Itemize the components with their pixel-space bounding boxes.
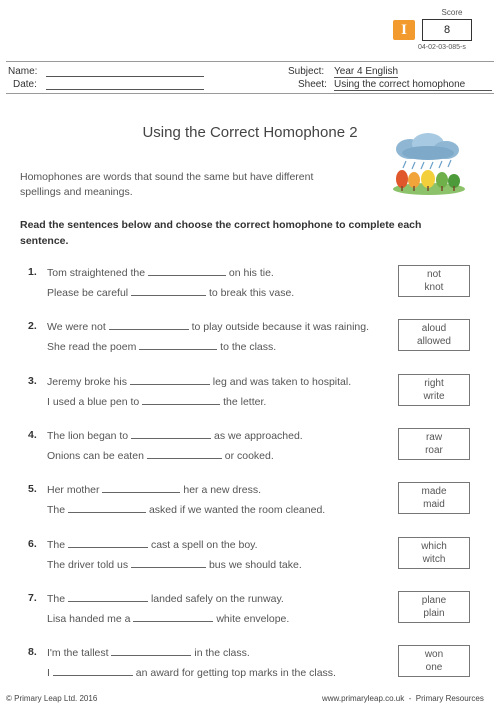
- rain-drops: [403, 160, 451, 169]
- answer-blank[interactable]: [111, 646, 191, 656]
- answer-blank[interactable]: [102, 483, 180, 493]
- sentence-1-end: on his tie.: [228, 267, 274, 279]
- sentence-1: [47, 538, 258, 551]
- sentence-2: [47, 395, 266, 408]
- sentence-2-start: I: [47, 667, 50, 679]
- question-number: 3.: [28, 375, 37, 387]
- logo-letter: I: [401, 22, 407, 38]
- sentence-2: [47, 558, 302, 571]
- homophone-option-2: plain: [423, 608, 445, 619]
- date-label: Date:: [13, 79, 37, 90]
- homophone-option-2: maid: [423, 499, 445, 510]
- answer-blank[interactable]: [68, 538, 148, 548]
- homophone-options-box: [398, 428, 470, 460]
- sentence-2-start: She read the poem: [47, 341, 137, 353]
- answer-blank[interactable]: [142, 395, 220, 405]
- sentence-2-start: I used a blue pen to: [47, 396, 140, 408]
- question-number: 1.: [28, 266, 37, 278]
- sentence-2-start: Onions can be eaten: [47, 450, 144, 462]
- sentence-1-end: as we approached.: [214, 430, 303, 442]
- sentence-2: [47, 286, 294, 299]
- name-field[interactable]: [46, 66, 204, 77]
- sentence-1: [47, 266, 274, 279]
- rain-cloud-trees-illustration: [388, 133, 470, 195]
- intro-text: Homophones are words that sound the same but have different spellings and meanings.: [20, 171, 314, 198]
- homophone-options-box: [398, 645, 470, 677]
- footer-website: www.primaryleap.co.uk - Primary Resources: [322, 694, 484, 703]
- subject-label: Subject:: [288, 66, 325, 77]
- sentence-2-start: The driver told us: [47, 559, 129, 571]
- sheet-code: 04-02-03-085-s: [418, 44, 466, 51]
- answer-blank[interactable]: [68, 592, 148, 602]
- sentence-1-start: The lion began to: [47, 430, 129, 442]
- question-number: 7.: [28, 592, 37, 604]
- sentence-2: [47, 340, 276, 353]
- sentence-2-start: Please be careful: [47, 287, 129, 299]
- question-number: 8.: [28, 646, 37, 658]
- sentence-2-end: to the class.: [220, 341, 277, 353]
- tree-dark-green: [448, 174, 460, 188]
- homophone-option-2: allowed: [417, 336, 451, 347]
- sheet-value: Using the correct homophone: [334, 79, 492, 91]
- homophone-option-2: witch: [422, 554, 446, 565]
- header-divider: [6, 61, 494, 62]
- homophone-option-1: plane: [421, 595, 447, 606]
- tree-yellow: [421, 170, 435, 188]
- sentence-1-start: Tom straightened the: [47, 267, 146, 279]
- homophone-options-box: [398, 374, 470, 406]
- page-title: Using the Correct Homophone 2: [142, 124, 358, 141]
- score-label: Score: [441, 8, 463, 17]
- sentence-2-start: The: [47, 504, 66, 516]
- question-number: 2.: [28, 320, 37, 332]
- sentence-1-end: her a new dress.: [183, 484, 261, 496]
- homophone-options-box: [398, 319, 470, 351]
- sentence-2-end: or cooked.: [224, 450, 274, 462]
- homophone-option-2: roar: [425, 445, 443, 456]
- sentence-2-end: white envelope.: [216, 613, 290, 625]
- sentence-1: [47, 483, 261, 496]
- primary-leap-logo: [393, 20, 415, 40]
- date-field[interactable]: [46, 79, 204, 90]
- sentence-2-end: the letter.: [223, 396, 267, 408]
- tree-green: [436, 172, 448, 188]
- sentence-1-end: leg and was taken to hospital.: [212, 376, 352, 388]
- homophone-options-box: [398, 482, 470, 514]
- sentence-2-end: bus we should take.: [208, 559, 302, 571]
- answer-blank[interactable]: [131, 286, 206, 296]
- score-value: 8: [422, 19, 472, 41]
- answer-blank[interactable]: [109, 320, 189, 330]
- answer-blank[interactable]: [68, 503, 146, 513]
- homophone-options-box: [398, 591, 470, 623]
- answer-blank[interactable]: [131, 558, 206, 568]
- sentence-2-end: asked if we wanted the room cleaned.: [148, 504, 326, 516]
- sentence-2: [47, 612, 289, 625]
- homophone-options-box: [398, 537, 470, 569]
- answer-blank[interactable]: [53, 666, 133, 676]
- sentence-1: [47, 646, 250, 659]
- tree-red: [396, 170, 408, 188]
- sentence-1-start: The: [47, 539, 66, 551]
- homophone-options-box: [398, 265, 470, 297]
- homophone-option-1: not: [427, 269, 441, 280]
- sentence-1: [47, 592, 284, 605]
- homophone-option-1: aloud: [421, 323, 447, 334]
- name-label: Name:: [8, 66, 38, 77]
- meta-divider: [6, 93, 494, 94]
- sentence-1-end: in the class.: [194, 647, 250, 659]
- homophone-option-1: raw: [425, 432, 443, 443]
- sentence-1: [47, 375, 351, 388]
- instructions: Read the sentences below and choose the correct homophone to complete each sentence.: [20, 219, 422, 247]
- homophone-option-1: which: [421, 541, 447, 552]
- subject-value: Year 4 English: [334, 66, 399, 77]
- homophone-option-1: won: [424, 649, 444, 660]
- tree-orange: [408, 172, 420, 188]
- question-number: 6.: [28, 538, 37, 550]
- sentence-1-end: landed safely on the runway.: [150, 593, 284, 605]
- sentence-2: [47, 503, 325, 516]
- sentence-1-start: I'm the tallest: [47, 647, 109, 659]
- question-number: 5.: [28, 483, 37, 495]
- homophone-option-2: one: [425, 662, 443, 673]
- homophone-option-2: knot: [424, 282, 444, 293]
- sentence-1: [47, 429, 303, 442]
- homophone-option-1: right: [424, 378, 444, 389]
- answer-blank[interactable]: [139, 340, 217, 350]
- sentence-1: [47, 320, 369, 333]
- sentence-2: [47, 449, 274, 462]
- sentence-2-end: to break this vase.: [208, 287, 295, 299]
- answer-blank[interactable]: [147, 449, 222, 459]
- sentence-1-start: We were not: [47, 321, 106, 333]
- sentence-1-start: The: [47, 593, 66, 605]
- sentence-2-start: Lisa handed me a: [47, 613, 131, 625]
- homophone-option-1: made: [421, 486, 447, 497]
- sheet-label: Sheet:: [298, 79, 327, 90]
- sentence-1-start: Jeremy broke his: [47, 376, 127, 388]
- sentence-1-start: Her mother: [47, 484, 100, 496]
- question-number: 4.: [28, 429, 37, 441]
- sentence-2-end: an award for getting top marks in the class.: [135, 667, 336, 679]
- footer-copyright: © Primary Leap Ltd. 2016: [6, 694, 98, 703]
- answer-blank[interactable]: [130, 375, 210, 385]
- sentence-1-end: cast a spell on the boy.: [150, 539, 258, 551]
- sentence-1-end: to play outside because it was raining.: [191, 321, 370, 333]
- cloud-part: [402, 146, 454, 160]
- answer-blank[interactable]: [148, 266, 226, 276]
- homophone-option-2: write: [423, 391, 445, 402]
- answer-blank[interactable]: [131, 429, 211, 439]
- answer-blank[interactable]: [133, 612, 213, 622]
- sentence-2: [47, 666, 336, 679]
